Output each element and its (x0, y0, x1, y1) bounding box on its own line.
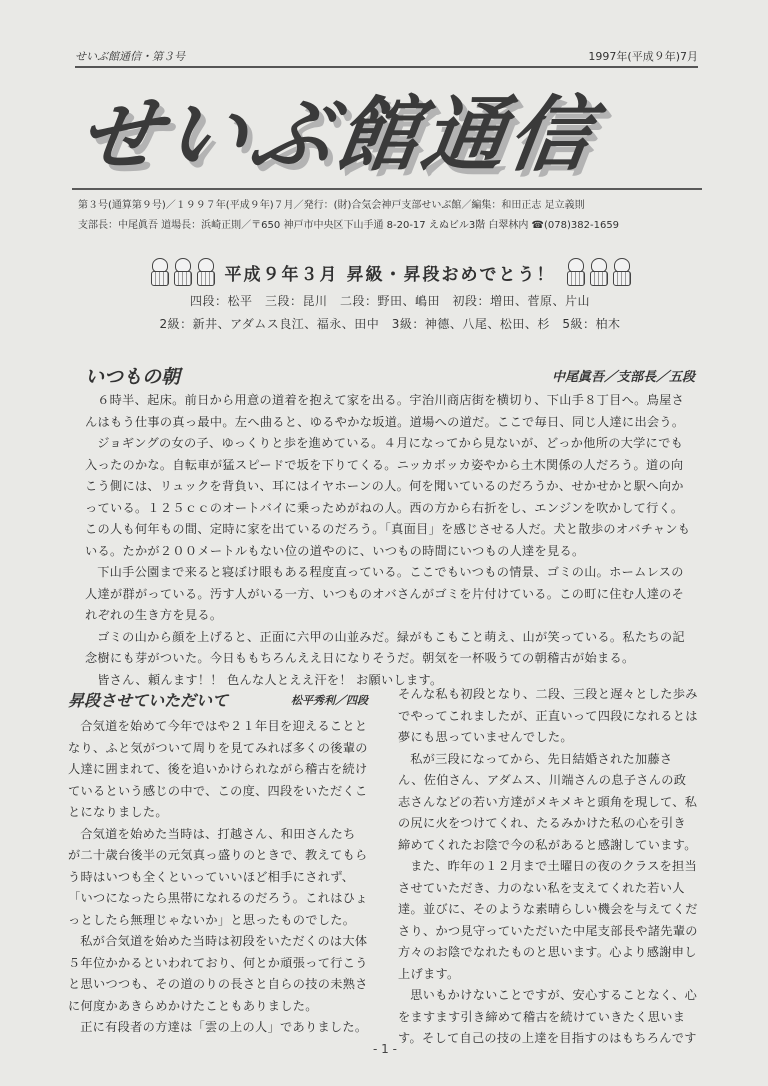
paragraph: 正に有段者の方達は「雲の上の人」でありました。 (80, 1020, 368, 1034)
running-header-date: 1997年(平成９年)7月 (588, 50, 698, 63)
publication-info: 第３号(通算第９号)／１９９７年(平成９年)７月／発行：(財)合気会神戸支部せいぶ館／編集：和田正志 足立義則 (78, 200, 585, 211)
running-header-title: せいぶ館通信・第３号 (75, 50, 185, 63)
page-number: - 1 - (373, 1042, 397, 1056)
article-byline: 松平秀利／四段 (291, 694, 368, 707)
paragraph: 下山手公園まで来ると寝ぼけ眼もある程度直っている。ここでもいつもの情景、ゴミの山。ホームレスの人達が群がっている。汚す人がいる一方、いつものオバさんがゴミを片付けている。この町に住む人達のそれぞれの生き方を見る。 (85, 565, 685, 622)
article-title: 昇段させていただいて (68, 691, 229, 710)
kyu-promotions: 2級：新井、アダムス良江、福永、田中 3級：神德、八尾、松田、杉 5級：柏木 (159, 317, 621, 331)
paragraph: 合気道を始めて今年ではや２１年目を迎えることとなり、ふと気がついて周りを見てみれば多くの後輩の人達に囲まれて、後を追いかけられながら稽古を続けているという感じの中で、この度、四段をいただくことになりました。 (68, 719, 368, 819)
paragraph: 私が合気道を始めた当時は初段をいただくのは大体５年位かかるといわれており、何とか頑張って行こうと思いつつも、その道のりの長さと自らの技の未熟さに何度かあきらめかけたこともありました。 (68, 934, 368, 1013)
running-header (75, 48, 698, 68)
paragraph: また、昨年の１２月まで土曜日の夜のクラスを担当させていただき、力のない私を支えてくれた若い人達。並びに、そのような素晴らしい機会を与えてくださり、かつ見守っていただいた中尾支部長や諸先輩の方々のお陰でなれたものと思います。心より感謝申し上げます。 (398, 859, 698, 981)
mascot-icon (611, 258, 631, 286)
promotion-headline: 平成９年３月 昇級・昇段おめでとう！ (224, 264, 556, 285)
paragraph: ジョギングの女の子、ゆっくりと歩を進めている。４月になってから見ないが、どっか他所の大学にでも入ったのかな。自転車が猛スピードで坂を下りてくる。ニッカボッカ姿やから土木関係の人だろう。道の向こう側には、リュックを背負い、耳にはイヤホーンの人。何を聞いているのだろうか、せかせかと駅へ向かっている。１２５ｃｃのオートバイに乗っためがねの人。西の方から右折をし、エンジンを吹かして行く。この人も何年もの間、定時に家を出ているのだろう。「真面目」を感じさせる人だ。犬と散歩のオバチャンもいる。たかが２００メートルもない位の道やのに、いつもの時間にいつもの人達を見る。 (85, 436, 691, 558)
paragraph: 私が三段になってから、先日結婚された加藤さん、佐伯さん、アダムス、川端さんの息子さんの政志さんなどの若い方達がメキメキと頭角を現して、私の尻に火をつけてくれ、たるみかけた私の心を引き締めてくれたお陰で今の私があると感謝しています。 (398, 751, 698, 852)
mascot-icon (565, 258, 585, 286)
masthead (72, 88, 702, 184)
article-body-promotion-left (68, 716, 368, 1039)
paragraph: ６時半、起床。前日から用意の道着を抱えて家を出る。宇治川商店街を横切り、下山手８丁目へ。鳥屋さんはもう仕事の真っ最中。左へ曲ると、ゆるやかな坂道。道場への道だ。ここで毎日、同じ人達に出会う。 (85, 393, 685, 429)
article-title: いつもの朝 (85, 366, 181, 388)
article-body-promotion-right (398, 684, 698, 1050)
paragraph: 合気道を始めた当時は、打越さん、和田さんたちが二十歳台後半の元気真っ盛りのときで、教えてもらう時はいつも全くといっていいほど相手にされず、「いつになったら黒帯になれるのだろう。これはひょっとしたら無理じゃないか」と思ったものでした。 (68, 826, 368, 927)
paragraph: 思いもかけないことですが、安心することなく、心をますます引き締めて稽古を続けていきたく思います。そして自己の技の上達を目指すのはもちろんです (398, 988, 698, 1045)
paragraph: そんな私も初段となり、二段、三段と遅々とした歩みでやってこれましたが、正直いって四段になれるとは夢にも思っていませんでした。 (398, 687, 698, 744)
dan-promotions: 四段：松平 三段：昆川 二段：野田、嶋田 初段：増田、菅原、片山 (189, 294, 590, 308)
promotion-headline-row (130, 258, 650, 286)
mascot-icon (172, 258, 192, 286)
article-header-morning (85, 362, 695, 386)
article-header-promotion (68, 688, 368, 710)
mascot-group-left (149, 258, 215, 286)
promotion-announcement (130, 258, 650, 332)
contact-info: 支部長：中尾眞吾 道場長：浜崎正則／〒650 神戸市中央区下山手通 8-20-17 えぬビル3階 白翠林内 ☎(078)382-1659 (78, 220, 620, 231)
masthead-divider (72, 188, 702, 190)
mascot-icon (195, 258, 215, 286)
mascot-group-right (565, 258, 631, 286)
article-body-morning (85, 390, 695, 691)
mascot-icon (149, 258, 169, 286)
paragraph: ゴミの山から顔を上げると、正面に六甲の山並みだ。緑がもこもこと萌え、山が笑っている。私たちの記念樹にも芽がついた。今日ももちろんええ日になりそうだ。朝気を一杯吸うての朝稽古が始まる。 (85, 629, 685, 665)
masthead-title: せいぶ館通信 (72, 88, 602, 183)
paragraph: 皆さん、頼んます！！ 色んな人とええ汗を！ お願いします。 (97, 672, 443, 687)
article-byline: 中尾眞吾／支部長／五段 (551, 370, 695, 385)
mascot-icon (588, 258, 608, 286)
